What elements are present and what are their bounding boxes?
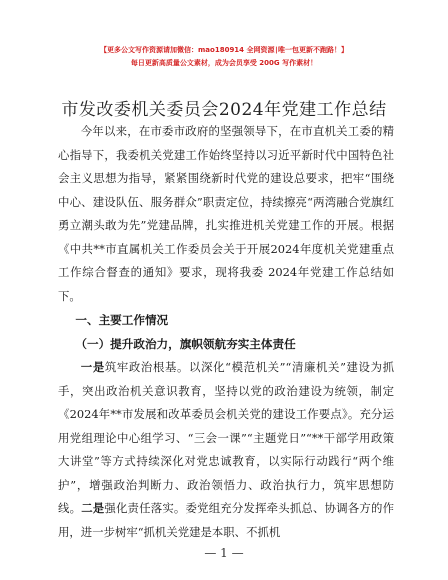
promo-banner-line-2: 每日更新高质量公文素材，成为会员享受 200G 写作素材！ bbox=[130, 59, 318, 67]
body-paragraph bbox=[58, 356, 394, 544]
promo-banner-line-1: 【更多公文写作资源请加微信：mao180914 全网资源∣唯一包更新不跑路！】 bbox=[100, 46, 348, 54]
subsection-heading: （一）提升政治力，旗帜领航夯实主体责任 bbox=[75, 337, 296, 351]
promo-banner bbox=[0, 44, 448, 70]
document-body bbox=[58, 120, 394, 544]
section-heading: 一、主要工作情况 bbox=[75, 313, 169, 327]
document-title: 市发改委机关委员会2024年党建工作总结 bbox=[61, 100, 387, 120]
intro-paragraph: 今年以来，在市委市政府的坚强领导下，在市直机关工委的精心指导下，我委机关党建工作始终坚持以习近平新时代中国特色社会主义思想为指导，紧紧围绕新时代党的建设总要求，把牢“围绕中心、建设队伍、服务群众”职责定位，持续擦亮“两湾融合党旗红勇立潮头敢为先”党建品牌，扎实推进机关党建工作的开展。根据《中共**市直属机关工作委员会关于开展2024年度机关党建重点工作综合督查的通知》要求，现将我委 2024年党建工作总结如下。 bbox=[58, 124, 394, 303]
paragraph-text-2: 强化责任落实。委党组充分发挥牵头抓总、协调各方的作用，进一步树牢“抓机关党建是本职、不抓机 bbox=[58, 501, 394, 539]
lead-in-2: 二是 bbox=[81, 501, 105, 515]
paragraph-text-1: 筑牢政治根基。以深化“模范机关”“清廉机关”建设为抓手，突出政治机关意识教育，坚持以党的政治建设为统领，制定《2024年**市发展和改革委员会机关党的建设工作要点》。充分运用党组理论中心组学习、“三会一课”“主题党日”“**干部学用政策大讲堂”等方式持续深化对党忠诚教育，以实际行动践行“两个维护”，增强政治判断力、政治领悟力、政治执行力，筑牢思想防线。 bbox=[58, 360, 394, 515]
lead-in-1: 一是 bbox=[80, 360, 105, 374]
page-number: — 1 — bbox=[204, 546, 244, 560]
